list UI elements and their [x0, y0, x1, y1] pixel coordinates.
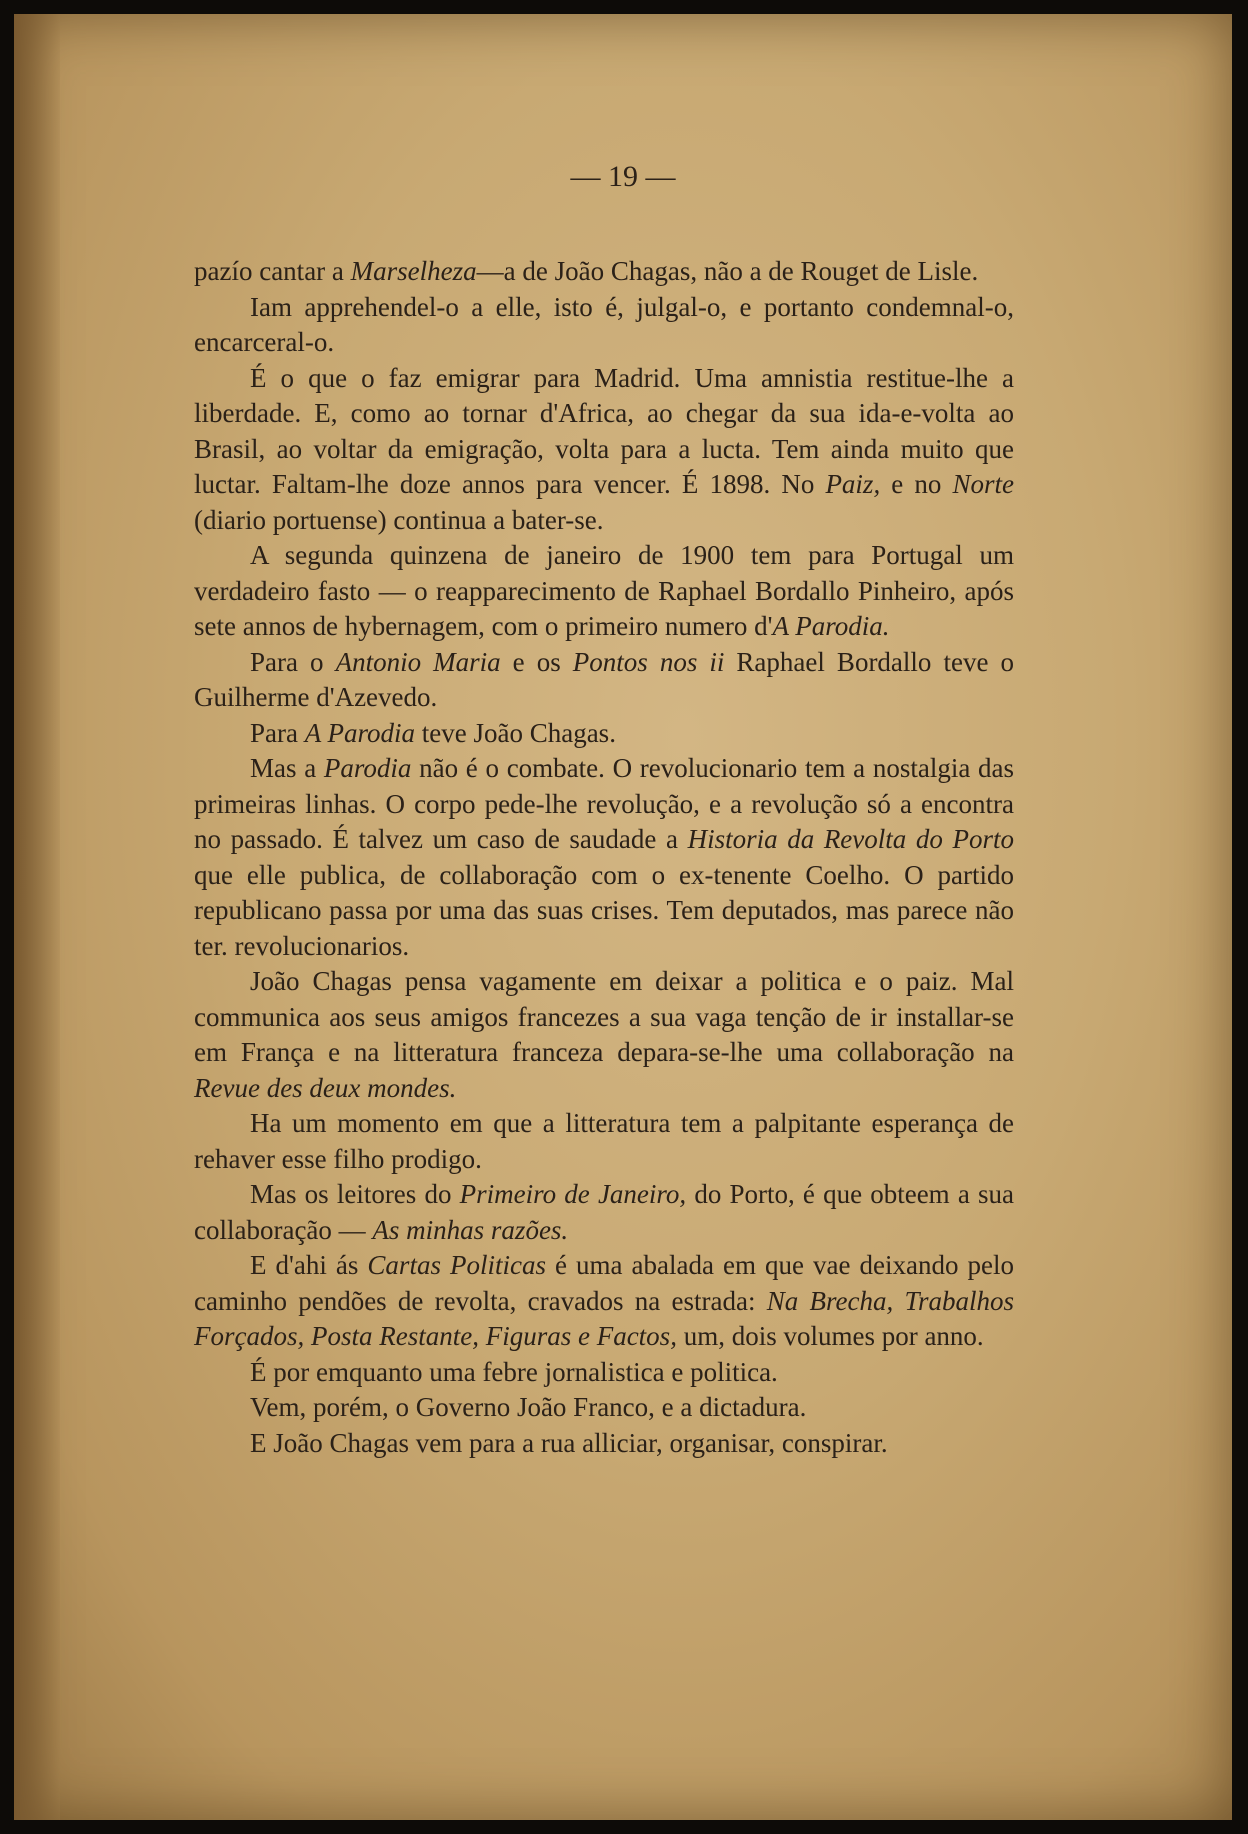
italic-text: Parodia — [323, 753, 412, 783]
italic-text: Cartas Politicas — [367, 1250, 546, 1280]
italic-text: Norte — [952, 469, 1014, 499]
text-segment: E João Chagas vem para a rua alliciar, organisar, conspirar. — [250, 1427, 888, 1458]
paragraph — [194, 254, 1014, 290]
italic-text: A Parodia. — [772, 611, 890, 641]
text-segment: Vem, porém, o Governo João Franco, e a dictadura. — [250, 1392, 807, 1422]
italic-text: Marselheza — [350, 256, 477, 286]
text-segment: João Chagas pensa vagamente em deixar a politica e o paiz. Mal communica aos seus amigos francezes a sua vaga tenção de ir installar-se em França e na litteratura franceza depara-se-lhe uma collaboração na — [194, 966, 1014, 1067]
text-segment: (diario portuense) continua a bater-se. — [194, 504, 604, 535]
italic-text: As minhas razões. — [372, 1214, 569, 1245]
text-segment: Ha um momento em que a litteratura tem a palpitante esperança de rehaver esse filho prodigo. — [194, 1108, 1014, 1174]
paragraph — [194, 645, 1014, 716]
paragraph — [194, 361, 1014, 539]
italic-text: Antonio Maria — [335, 646, 501, 677]
text-segment: e os — [500, 646, 573, 677]
italic-text: Paiz, — [825, 469, 881, 499]
text-segment: e no — [880, 469, 953, 499]
paragraph — [194, 1106, 1014, 1177]
page-binding-edge — [14, 14, 60, 1820]
italic-text: Na Brecha, Trabalhos Forçados, Posta Restante, Figuras e Factos, — [194, 1285, 1014, 1351]
text-segment: É o que o faz emigrar para Madrid. Uma amnistia restitue-lhe a liberdade. E, como ao tornar d'Africa, ao chegar da sua ida-e-volta ao Brasil, ao voltar da emigração, volta para a lucta. Tem ainda muito que luctar. Faltam-lhe doze annos para vencer. É 1898. No — [194, 362, 1014, 499]
paragraph — [194, 1177, 1014, 1248]
italic-text: A Parodia — [304, 717, 415, 748]
paragraph — [194, 751, 1014, 964]
paragraph — [194, 1426, 1014, 1462]
text-segment: é uma abalada em que vae deixando pelo caminho pendões de revolta, cravados na estrada: — [194, 1250, 1014, 1316]
text-segment: que elle publica, de collaboração com o ex-tenente Coelho. O partido republicano passa por uma das suas crises. Tem deputados, mas parece não ter. revolucionarios. — [194, 859, 1014, 961]
paragraph — [194, 1390, 1014, 1426]
text-segment: Para — [250, 717, 305, 748]
text-segment: teve João Chagas. — [415, 717, 616, 748]
book-page — [14, 14, 1232, 1820]
paragraph — [194, 716, 1014, 752]
text-segment: A segunda quinzena de janeiro de 1900 tem para Portugal um verdadeiro fasto — o reapparecimento de Raphael Bordallo Pinheiro, após sete annos de hybernagem, com o primeiro numero d' — [194, 540, 1014, 641]
text-segment: pazío cantar a — [194, 256, 351, 286]
paragraph — [194, 1355, 1014, 1391]
text-segment: Raphael Bordallo teve o Guilherme d'Azevedo. — [194, 646, 1014, 712]
italic-text: Primeiro de Janeiro, — [459, 1179, 687, 1209]
text-segment: Iam apprehendel-o a elle, isto é, julgal-o, e portanto condemnal-o, encarceral-o. — [194, 291, 1014, 357]
text-segment: —a de João Chagas, não a de Rouget de Lisle. — [476, 256, 979, 286]
text-segment: um, dois volumes por anno. — [676, 1321, 984, 1351]
italic-text: Revue des deux mondes. — [194, 1072, 457, 1103]
text-segment: Mas a — [250, 753, 324, 783]
text-segment: Para o — [250, 646, 336, 677]
paragraph — [194, 964, 1014, 1106]
paragraph — [194, 290, 1014, 361]
italic-text: Pontos nos ii — [572, 646, 725, 677]
page-number: — 19 — — [570, 160, 676, 193]
text-segment: E d'ahi ás — [250, 1250, 368, 1280]
body-text — [194, 254, 1014, 1461]
paragraph — [194, 1248, 1014, 1355]
text-segment: É por emquanto uma febre jornalistica e politica. — [250, 1356, 778, 1387]
italic-text: Historia da Revolta do Porto — [687, 824, 1014, 854]
text-segment: Mas os leitores do — [250, 1179, 460, 1209]
paragraph — [194, 538, 1014, 645]
text-segment: não é o combate. O revolucionario tem a nostalgia das primeiras linhas. O corpo pede-lhe revolução, e a revolução só a encontra no passado. É talvez um caso de saudade a — [194, 753, 1015, 854]
text-segment: do Porto, é que obteem a sua collaboração — — [194, 1179, 1014, 1245]
